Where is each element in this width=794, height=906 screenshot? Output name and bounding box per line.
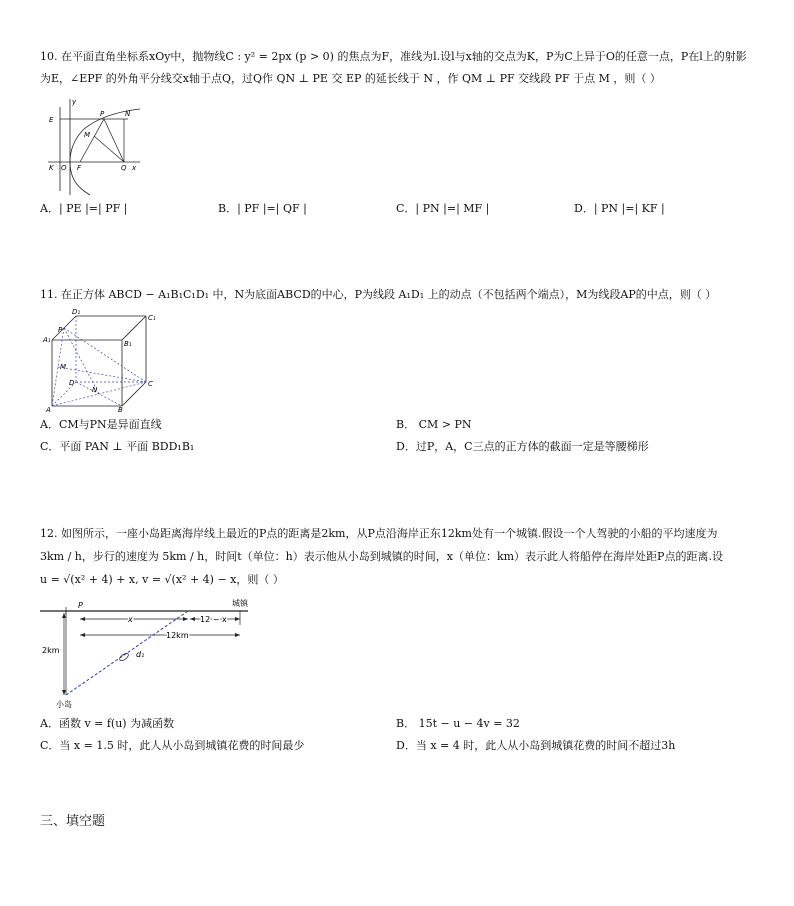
label-B: B bbox=[118, 406, 123, 414]
label-P: P bbox=[58, 326, 63, 334]
q11-option-a[interactable]: A．CM与PN是异面直线 bbox=[40, 418, 162, 431]
segment-PQ bbox=[104, 119, 124, 162]
label-B1: B₁ bbox=[124, 340, 132, 348]
height-arrow-top bbox=[62, 613, 66, 618]
q10-stem-line2: 为E，∠EPF 的外角平分线交x轴于点Q，过Q作 QN ⊥ PE 交 EP 的延长线于 N ，作 QM ⊥ PF 交线段 PF 于点 M ，则（ ） bbox=[40, 72, 661, 85]
label-C: C bbox=[148, 380, 153, 388]
q12-option-a[interactable]: A．函数 v = f(u) 为减函数 bbox=[40, 717, 175, 730]
q12-option-b[interactable]: B． 15t − u − 4v = 32 bbox=[396, 717, 520, 730]
label-Q: Q bbox=[121, 164, 127, 172]
label-O: O bbox=[61, 164, 67, 172]
edge-BC bbox=[122, 382, 146, 406]
label-x: x bbox=[132, 164, 137, 172]
x-arrow-right bbox=[183, 617, 188, 621]
q10-stem-line1: 10. 在平面直角坐标系xOy中，抛物线C : y² = 2px (p > 0) 的焦点为F，准线为l.设l与x轴的交点为K，P为C上异于O的任意一点，P在l上的射影 bbox=[40, 50, 747, 63]
label-d1: d₁ bbox=[136, 650, 145, 659]
q10-option-a[interactable]: A．| PE |=| PF | bbox=[40, 202, 128, 215]
edge-B1C1 bbox=[122, 316, 146, 340]
label-M: M bbox=[84, 131, 91, 139]
segment-MQ bbox=[94, 136, 124, 162]
boat-icon bbox=[118, 652, 129, 662]
label-A1: A₁ bbox=[43, 336, 51, 344]
q12-option-c[interactable]: C．当 x = 1.5 时，此人从小岛到城镇花费的时间最少 bbox=[40, 739, 305, 752]
rest-arrow-left bbox=[190, 617, 195, 621]
label-x: x bbox=[128, 615, 133, 624]
q12-option-d[interactable]: D．当 x = 4 时，此人从小岛到城镇花费的时间不超过3h bbox=[396, 739, 676, 752]
total-arrow-left bbox=[80, 633, 85, 637]
q12-stem-line3: u = √(x² + 4) + x, v = √(x² + 4) − x，则（ ） bbox=[40, 573, 284, 586]
label-E: E bbox=[49, 116, 54, 124]
label-A: A bbox=[46, 406, 51, 414]
q11-figure bbox=[42, 306, 160, 414]
label-M: M bbox=[60, 363, 67, 371]
q11-stem-line1: 11. 在正方体 ABCD − A₁B₁C₁D₁ 中，N为底面ABCD的中心，P为线段 A₁D₁ 上的动点（不包括两个端点），M为线段AP的中点，则（ ） bbox=[40, 288, 717, 301]
q12-stem-line1: 12. 如图所示，一座小岛距离海岸线上最近的P点的距离是2km，从P点沿海岸正东12km处有一个城镇.假设一个人驾驶的小船的平均速度为 bbox=[40, 527, 718, 540]
section-heading: 三、填空题 bbox=[40, 814, 106, 829]
q10-option-d[interactable]: D．| PN |=| KF | bbox=[574, 202, 665, 215]
segment-FP bbox=[80, 119, 104, 162]
q11-option-d[interactable]: D．过P，A，C三点的正方体的截面一定是等腰梯形 bbox=[396, 440, 649, 453]
height-arrow-bottom bbox=[62, 690, 66, 695]
segment-AC bbox=[52, 382, 146, 406]
q10-option-c[interactable]: C．| PN |=| MF | bbox=[396, 202, 490, 215]
q10-figure bbox=[44, 95, 144, 197]
label-N: N bbox=[125, 110, 131, 118]
rest-arrow-right bbox=[235, 617, 240, 621]
label-P: P bbox=[100, 110, 105, 118]
q11-option-b[interactable]: B． CM > PN bbox=[396, 418, 472, 431]
label-island: 小岛 bbox=[56, 700, 72, 709]
label-K: K bbox=[49, 164, 54, 172]
label-town: 城镇 bbox=[232, 599, 248, 608]
label-rest: 12 − x bbox=[200, 615, 227, 624]
label-P: P bbox=[78, 601, 83, 610]
label-D: D bbox=[69, 379, 75, 387]
label-C1: C₁ bbox=[148, 314, 156, 322]
label-height: 2km bbox=[42, 646, 60, 655]
label-y: y bbox=[72, 98, 77, 106]
label-total: 12km bbox=[166, 631, 189, 640]
q12-stem-line2: 3km / h，步行的速度为 5km / h，时间t（单位：h）表示他从小岛到城镇的时间，x（单位：km）表示此人将船停在海岸处距P点的距离.设 bbox=[40, 550, 723, 563]
label-N: N bbox=[92, 386, 98, 394]
total-arrow-right bbox=[235, 633, 240, 637]
q11-option-c[interactable]: C．平面 PAN ⊥ 平面 BDD₁B₁ bbox=[40, 440, 195, 453]
q10-option-b[interactable]: B．| PF |=| QF | bbox=[218, 202, 307, 215]
label-F: F bbox=[77, 164, 82, 172]
label-D1: D₁ bbox=[72, 308, 81, 316]
x-arrow-left bbox=[80, 617, 85, 621]
q12-figure bbox=[38, 595, 258, 711]
